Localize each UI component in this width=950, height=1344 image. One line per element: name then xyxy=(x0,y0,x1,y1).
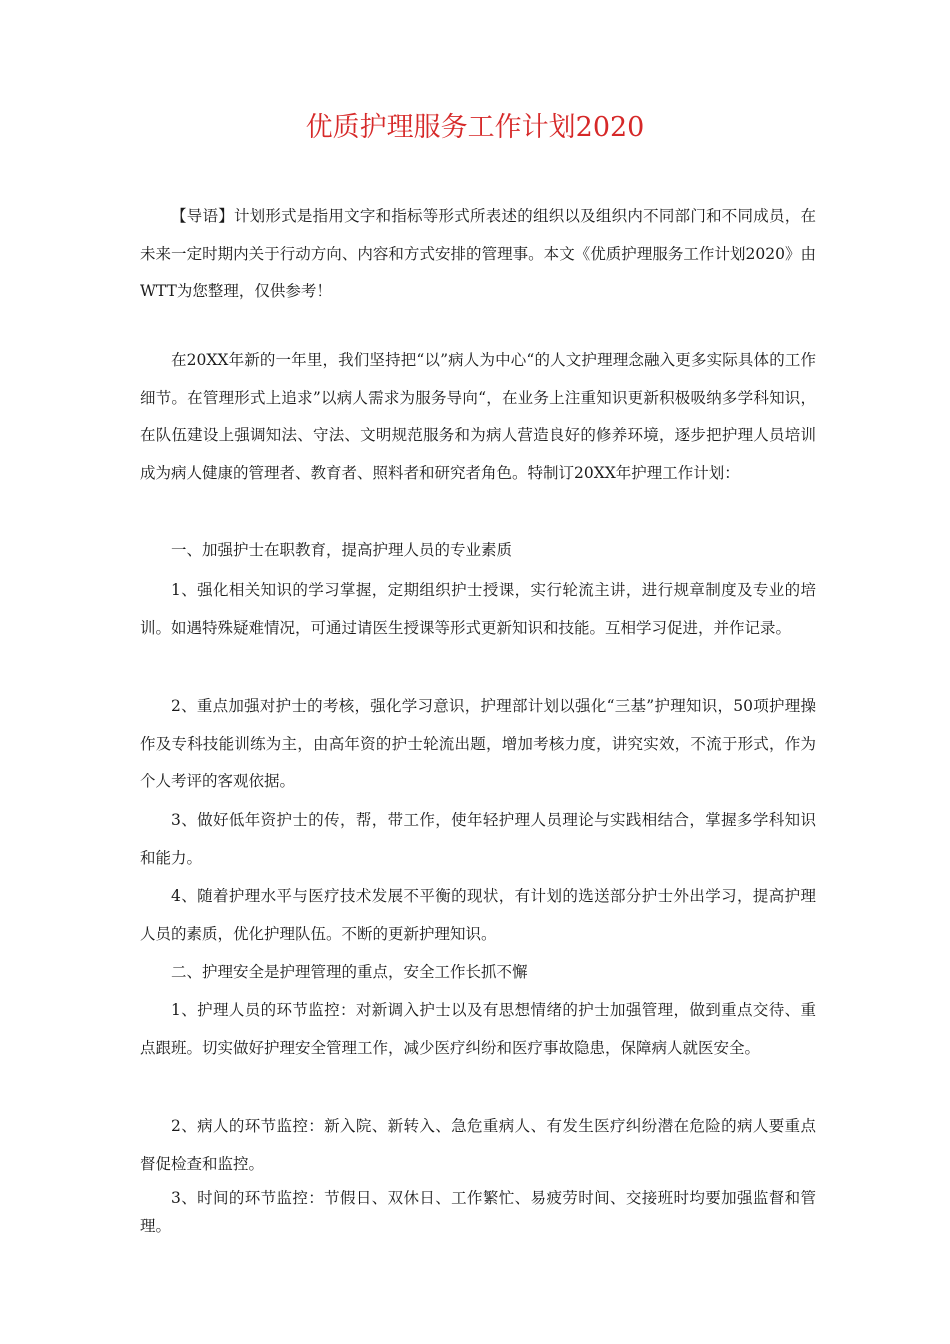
list-item: 1、护理人员的环节监控：对新调入护士以及有思想情绪的护士加强管理，做到重点交待、重点跟班。切实做好护理安全管理工作，减少医疗纠纷和医疗事故隐患，保障病人就医安全。 xyxy=(140,1001,816,1057)
section-heading: 二、护理安全是护理管理的重点，安全工作长抓不懈 xyxy=(171,963,528,981)
list-item: 2、重点加强对护士的考核，强化学习意识，护理部计划以强化“三基”护理知识，50项护理操作及专科技能训练为主，由高年资的护士轮流出题，增加考核力度，讲究实效，不流于形式，作为个人考评的客观依据。 xyxy=(140,697,816,791)
list-item: 1、强化相关知识的学习掌握，定期组织护士授课，实行轮流主讲，进行规章制度及专业的培训。如遇特殊疑难情况，可通过请医生授课等形式更新知识和技能。互相学习促进，并作记录。 xyxy=(140,581,816,637)
list-item: 4、随着护理水平与医疗技术发展不平衡的现状，有计划的选送部分护士外出学习，提高护理人员的素质，优化护理队伍。不断的更新护理知识。 xyxy=(140,887,816,943)
list-item: 2、病人的环节监控：新入院、新转入、急危重病人、有发生医疗纠纷潜在危险的病人要重点督促检查和监控。 xyxy=(140,1117,816,1173)
section-heading: 一、加强护士在职教育，提高护理人员的专业素质 xyxy=(171,541,513,559)
list-item: 3、时间的环节监控：节假日、双休日、工作繁忙、易疲劳时间、交接班时均要加强监督和管理。 xyxy=(140,1189,816,1235)
list-item: 3、做好低年资护士的传，帮，带工作，使年轻护理人员理论与实践相结合，掌握多学科知识和能力。 xyxy=(140,811,816,867)
body-paragraph: 在20XX年新的一年里，我们坚持把“以”病人为中心“的人文护理理念融入更多实际具体的工作细节。在管理形式上追求”以病人需求为服务导向“，在业务上注重知识更新积极吸纳多学科知识，在队伍建设上强调知法、守法、文明规范服务和为病人营造良好的修养环境，逐步把护理人员培训成为病人健康的管理者、教育者、照料者和研究者角色。特制订20XX年护理工作计划： xyxy=(140,351,816,483)
document-title: 优质护理服务工作计划2020 xyxy=(305,112,645,143)
intro-paragraph: 【导语】计划形式是指用文字和指标等形式所表述的组织以及组织内不同部门和不同成员，在未来一定时期内关于行动方向、内容和方式安排的管理事。本文《优质护理服务工作计划2020》由WTT为您整理，仅供参考！ xyxy=(140,207,816,301)
